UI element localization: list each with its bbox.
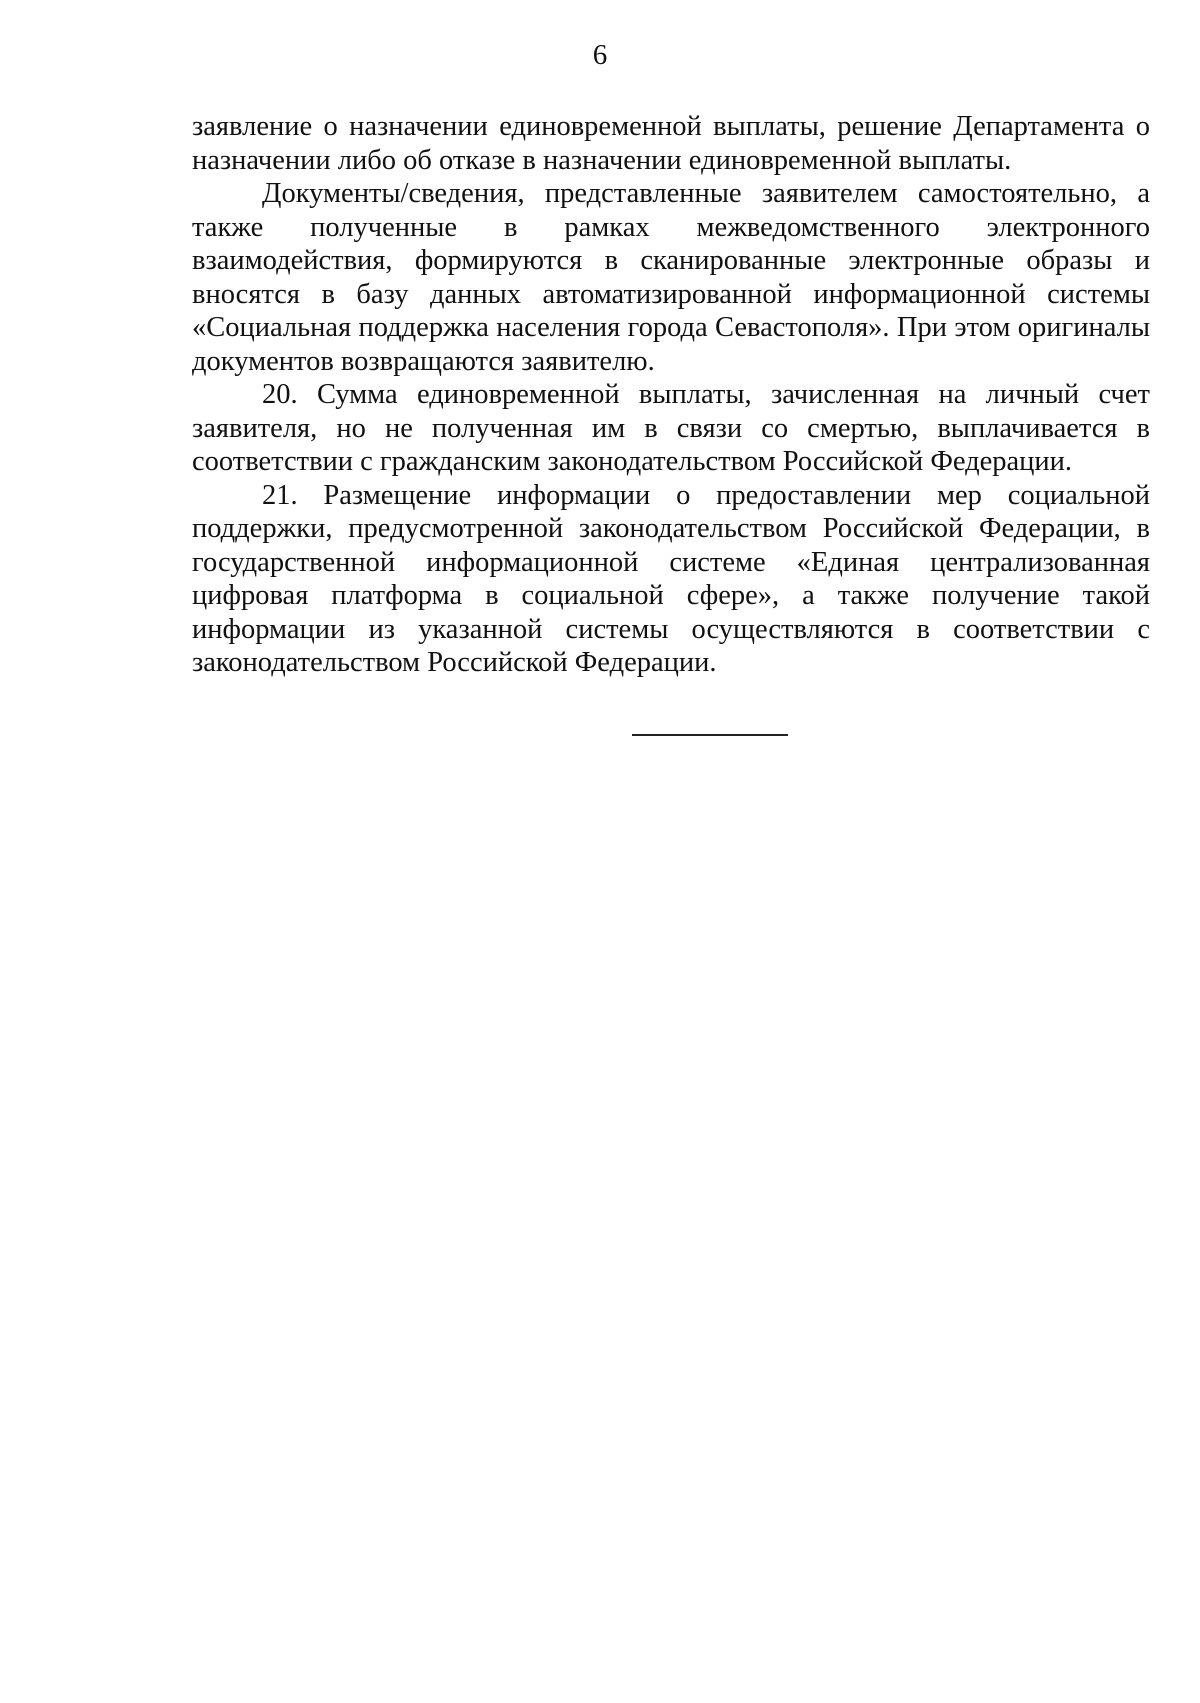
paragraph-continuation: заявление о назначении единовременной выплаты, решение Департамента о назначении либо об отказе в назначении единовременной выплаты. bbox=[192, 111, 1150, 176]
paragraph-21: 21. Размещение информации о предоставлении мер социальной поддержки, предусмотренной законодательством Российской Федерации, в государственной информационной системе «Единая централизованная цифровая платформа в социальной сфере», а также получение такой информации из указанной системы осуществляются в соответствии с законодательством Российской Федерации. bbox=[192, 479, 1150, 678]
paragraph-20: 20. Сумма единовременной выплаты, зачисленная на личный счет заявителя, но не полученная им в связи со смертью, выплачивается в соответствии с гражданским законодательством Российской Федерации. bbox=[192, 379, 1150, 477]
end-separator-line bbox=[632, 734, 788, 736]
paragraph-documents: Документы/сведения, представленные заявителем самостоятельно, а также полученные в рамках межведомственного электронного взаимодействия, формируются в сканированные электронные образы и вносятся в базу данных автоматизированной информационной системы «Социальная поддержка населения города Севастополя». При этом оригиналы документов возвращаются заявителю. bbox=[192, 178, 1150, 377]
page-number: 6 bbox=[592, 39, 608, 71]
document-body bbox=[192, 110, 1150, 680]
